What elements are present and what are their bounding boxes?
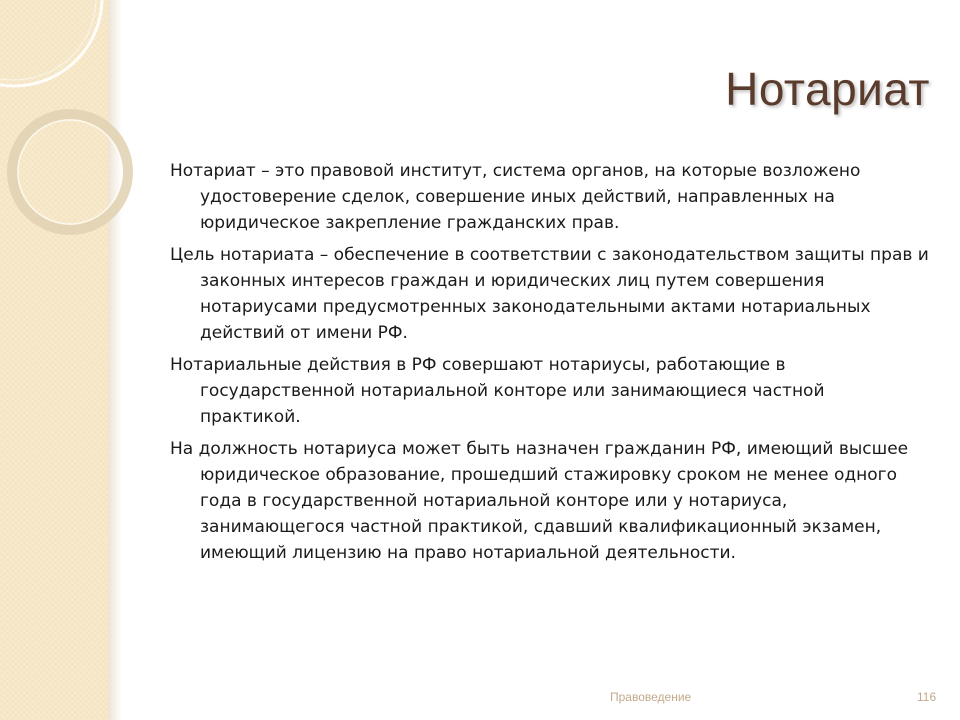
paragraph-definition: Нотариат – это правовой институт, система органов, на которые возложено удостоверение сделок, совершение иных действий, направленных на юридическое закрепление гражданских прав. xyxy=(170,161,861,233)
slide-body xyxy=(170,158,930,572)
slide-title: Нотариат xyxy=(725,63,930,115)
decor-circle-large-inner xyxy=(0,0,96,80)
footer-course-name: Правоведение xyxy=(610,690,692,704)
paragraph-purpose: Цель нотариата – обеспечение в соответствии с законодательством защиты прав и законных интересов граждан и юридических лиц путем совершения нотариусами предусмотренных законодательными актами нотариальных действий от имени РФ. xyxy=(170,245,929,343)
footer-page-number: 116 xyxy=(917,690,937,704)
paragraph-requirements: На должность нотариуса может быть назначен гражданин РФ, имеющий высшее юридическое образование, прошедший стажировку сроком не менее одного года в государственной нотариальной конторе или у нотариуса, занимающегося частной практикой, сдавший квалификационный экзамен, имеющий лицензию на право нотариальной деятельности. xyxy=(170,439,909,563)
decor-circle-small xyxy=(12,114,128,230)
decorative-circles xyxy=(0,0,160,300)
decor-circle-small-highlight xyxy=(18,120,122,224)
paragraph-actions: Нотариальные действия в РФ совершают нотариусы, работающие в государственной нотариальной конторе или занимающиеся частной практикой. xyxy=(170,355,825,427)
decor-circle-large xyxy=(0,0,102,86)
